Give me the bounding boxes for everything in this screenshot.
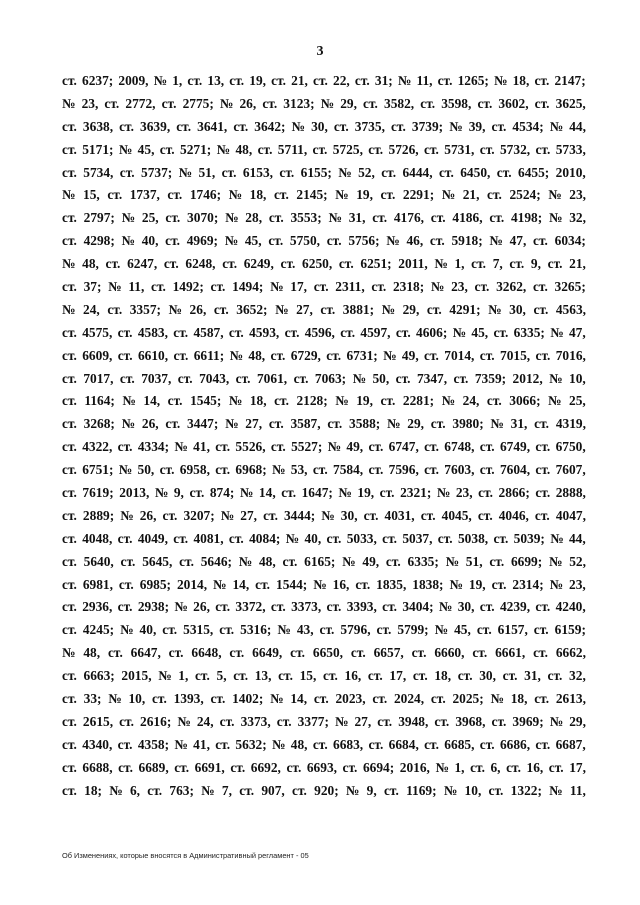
- text-line: ст. 6688, ст. 6689, ст. 6691, ст. 6692, ст. 6693, ст. 6694; 2016, № 1, ст. 6, ст. 16, ст. 17,: [62, 759, 586, 775]
- text-line: ст. 18; № 6, ст. 763; № 7, ст. 907, ст. 920; № 9, ст. 1169; № 10, ст. 1322; № 11,: [62, 782, 586, 798]
- text-line: ст. 33; № 10, ст. 1393, ст. 1402; № 14, ст. 2023, ст. 2024, ст. 2025; № 18, ст. 2613,: [62, 691, 586, 707]
- text-line: ст. 6981, ст. 6985; 2014, № 14, ст. 1544; № 16, ст. 1835, 1838; № 19, ст. 2314; № 23,: [62, 576, 586, 592]
- text-line: ст. 7017, ст. 7037, ст. 7043, ст. 7061, ст. 7063; № 50, ст. 7347, ст. 7359; 2012, № 10,: [62, 370, 586, 386]
- text-line: ст. 6663; 2015, № 1, ст. 5, ст. 13, ст. 15, ст. 16, ст. 17, ст. 18, ст. 30, ст. 31, ст. 32,: [62, 668, 586, 684]
- text-line: ст. 2797; № 25, ст. 3070; № 28, ст. 3553; № 31, ст. 4176, ст. 4186, ст. 4198; № 32,: [62, 210, 586, 226]
- text-line: ст. 6237; 2009, № 1, ст. 13, ст. 19, ст. 21, ст. 22, ст. 31; № 11, ст. 1265; № 18, ст. 2147;: [62, 73, 586, 88]
- body-text: [62, 70, 586, 803]
- text-line: ст. 7619; 2013, № 9, ст. 874; № 14, ст. 1647; № 19, ст. 2321; № 23, ст. 2866; ст. 2888,: [62, 485, 586, 501]
- text-line: № 24, ст. 3357; № 26, ст. 3652; № 27, ст. 3881; № 29, ст. 4291; № 30, ст. 4563,: [62, 301, 586, 317]
- text-line: № 48, ст. 6647, ст. 6648, ст. 6649, ст. 6650, ст. 6657, ст. 6660, ст. 6661, ст. 6662,: [62, 645, 586, 661]
- text-line: ст. 2936, ст. 2938; № 26, ст. 3372, ст. 3373, ст. 3393, ст. 3404; № 30, ст. 4239, ст. 4240,: [62, 599, 586, 615]
- text-line: ст. 6609, ст. 6610, ст. 6611; № 48, ст. 6729, ст. 6731; № 49, ст. 7014, ст. 7015, ст. 7016,: [62, 347, 586, 363]
- text-line: ст. 3268; № 26, ст. 3447; № 27, ст. 3587, ст. 3588; № 29, ст. 3980; № 31, ст. 4319,: [62, 416, 586, 432]
- text-line: ст. 4298; № 40, ст. 4969; № 45, ст. 5750, ст. 5756; № 46, ст. 5918; № 47, ст. 6034;: [62, 233, 586, 249]
- text-line: ст. 4322, ст. 4334; № 41, ст. 5526, ст. 5527; № 49, ст. 6747, ст. 6748, ст. 6749, ст. 6750,: [62, 439, 586, 455]
- text-line: ст. 1164; № 14, ст. 1545; № 18, ст. 2128; № 19, ст. 2281; № 24, ст. 3066; № 25,: [62, 393, 586, 409]
- text-line: ст. 2615, ст. 2616; № 24, ст. 3373, ст. 3377; № 27, ст. 3948, ст. 3968, ст. 3969; № 29,: [62, 713, 586, 729]
- text-line: № 15, ст. 1737, ст. 1746; № 18, ст. 2145; № 19, ст. 2291; № 21, ст. 2524; № 23,: [62, 187, 586, 203]
- text-line: ст. 2889; № 26, ст. 3207; № 27, ст. 3444; № 30, ст. 4031, ст. 4045, ст. 4046, ст. 4047,: [62, 507, 586, 523]
- footer-note: Об Изменениях, которые вносятся в Административный регламент - 05: [62, 851, 309, 860]
- text-line: № 48, ст. 6247, ст. 6248, ст. 6249, ст. 6250, ст. 6251; 2011, № 1, ст. 7, ст. 9, ст. 21,: [62, 256, 586, 272]
- text-line: ст. 4340, ст. 4358; № 41, ст. 5632; № 48, ст. 6683, ст. 6684, ст. 6685, ст. 6686, ст. 6687,: [62, 736, 586, 752]
- text-line: ст. 5171; № 45, ст. 5271; № 48, ст. 5711, ст. 5725, ст. 5726, ст. 5731, ст. 5732, ст. 5733,: [62, 141, 586, 157]
- text-line: ст. 37; № 11, ст. 1492; ст. 1494; № 17, ст. 2311, ст. 2318; № 23, ст. 3262, ст. 3265;: [62, 279, 586, 295]
- text-line: № 23, ст. 2772, ст. 2775; № 26, ст. 3123; № 29, ст. 3582, ст. 3598, ст. 3602, ст. 3625,: [62, 95, 586, 111]
- text-line: ст. 3638, ст. 3639, ст. 3641, ст. 3642; № 30, ст. 3735, ст. 3739; № 39, ст. 4534; № 44,: [62, 118, 586, 134]
- text-line: ст. 4048, ст. 4049, ст. 4081, ст. 4084; № 40, ст. 5033, ст. 5037, ст. 5038, ст. 5039; № 44,: [62, 530, 586, 546]
- text-line: ст. 4575, ст. 4583, ст. 4587, ст. 4593, ст. 4596, ст. 4597, ст. 4606; № 45, ст. 6335; № 47,: [62, 324, 586, 340]
- page-number: 3: [316, 44, 324, 59]
- text-line: ст. 5734, ст. 5737; № 51, ст. 6153, ст. 6155; № 52, ст. 6444, ст. 6450, ст. 6455; 2010,: [62, 164, 586, 180]
- text-line: ст. 5640, ст. 5645, ст. 5646; № 48, ст. 6165; № 49, ст. 6335; № 51, ст. 6699; № 52,: [62, 553, 586, 569]
- text-line: ст. 6751; № 50, ст. 6958, ст. 6968; № 53, ст. 7584, ст. 7596, ст. 7603, ст. 7604, ст. 7607,: [62, 462, 586, 478]
- text-line: ст. 4245; № 40, ст. 5315, ст. 5316; № 43, ст. 5796, ст. 5799; № 45, ст. 6157, ст. 6159;: [62, 622, 586, 638]
